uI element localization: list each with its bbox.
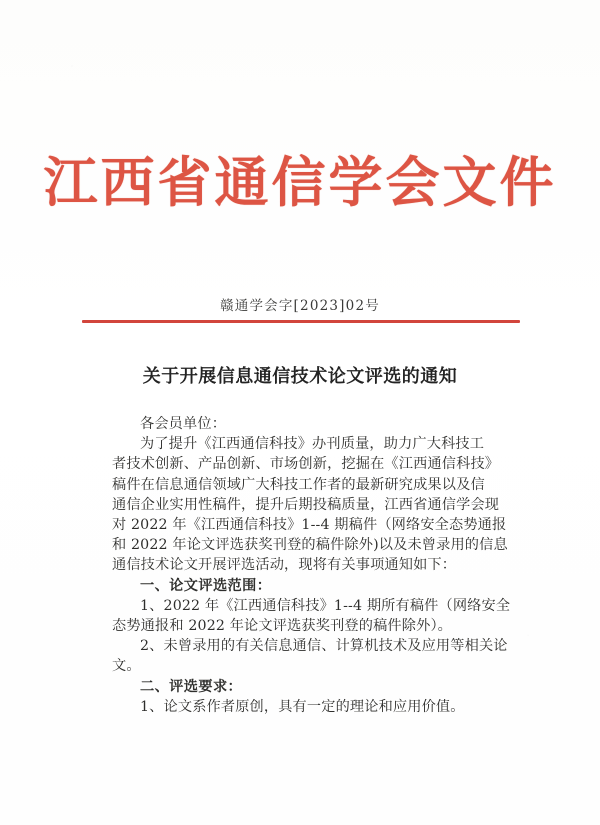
body-line: 2、未曾录用的有关信息通信、计算机技术及应用等相关论 xyxy=(140,638,508,655)
organization-title: 江西省通信学会文件 xyxy=(43,150,557,214)
red-divider-rule xyxy=(82,320,520,323)
body-line: 对 2022 年《江西通信科技》1--4 期稿件（网络安全态势通报 xyxy=(112,517,507,534)
body-line: 一、论文评选范围： xyxy=(140,577,272,594)
body-line: 通信企业实用性稿件，提升后期投稿质量，江西省通信学会现 xyxy=(112,496,500,513)
body-line: 为了提升《江西通信科技》办刊质量，助力广大科技工 xyxy=(140,436,485,453)
body-line: 各会员单位： xyxy=(140,416,227,432)
body-line: 稿件在信息通信领域广大科技工作者的最新研究成果以及信 xyxy=(112,476,485,493)
document-number: 赣通学会字[2023]02号 xyxy=(220,298,380,314)
body-line: 通信技术论文开展评选活动，现将有关事项通知如下： xyxy=(112,557,457,574)
document-body xyxy=(112,414,511,717)
body-line: 1、2022 年《江西通信科技》1--4 期所有稿件（网络安全 xyxy=(140,597,511,614)
body-line: 者技术创新、产品创新、市场创新，挖掘在《江西通信科技》 xyxy=(112,456,500,473)
body-line: 二、评选要求： xyxy=(140,678,243,695)
notice-title: 关于开展信息通信技术论文评选的通知 xyxy=(142,366,458,387)
body-line: 态势通报和 2022 年论文评选获奖刊登的稿件除外）。 xyxy=(112,618,453,635)
body-line: 1、论文系作者原创，具有一定的理论和应用价值。 xyxy=(140,698,465,715)
body-line: 和 2022 年论文评选获奖刊登的稿件除外)以及未曾录用的信息 xyxy=(112,537,508,554)
document-header xyxy=(0,148,600,216)
body-line: 文。 xyxy=(112,658,141,675)
